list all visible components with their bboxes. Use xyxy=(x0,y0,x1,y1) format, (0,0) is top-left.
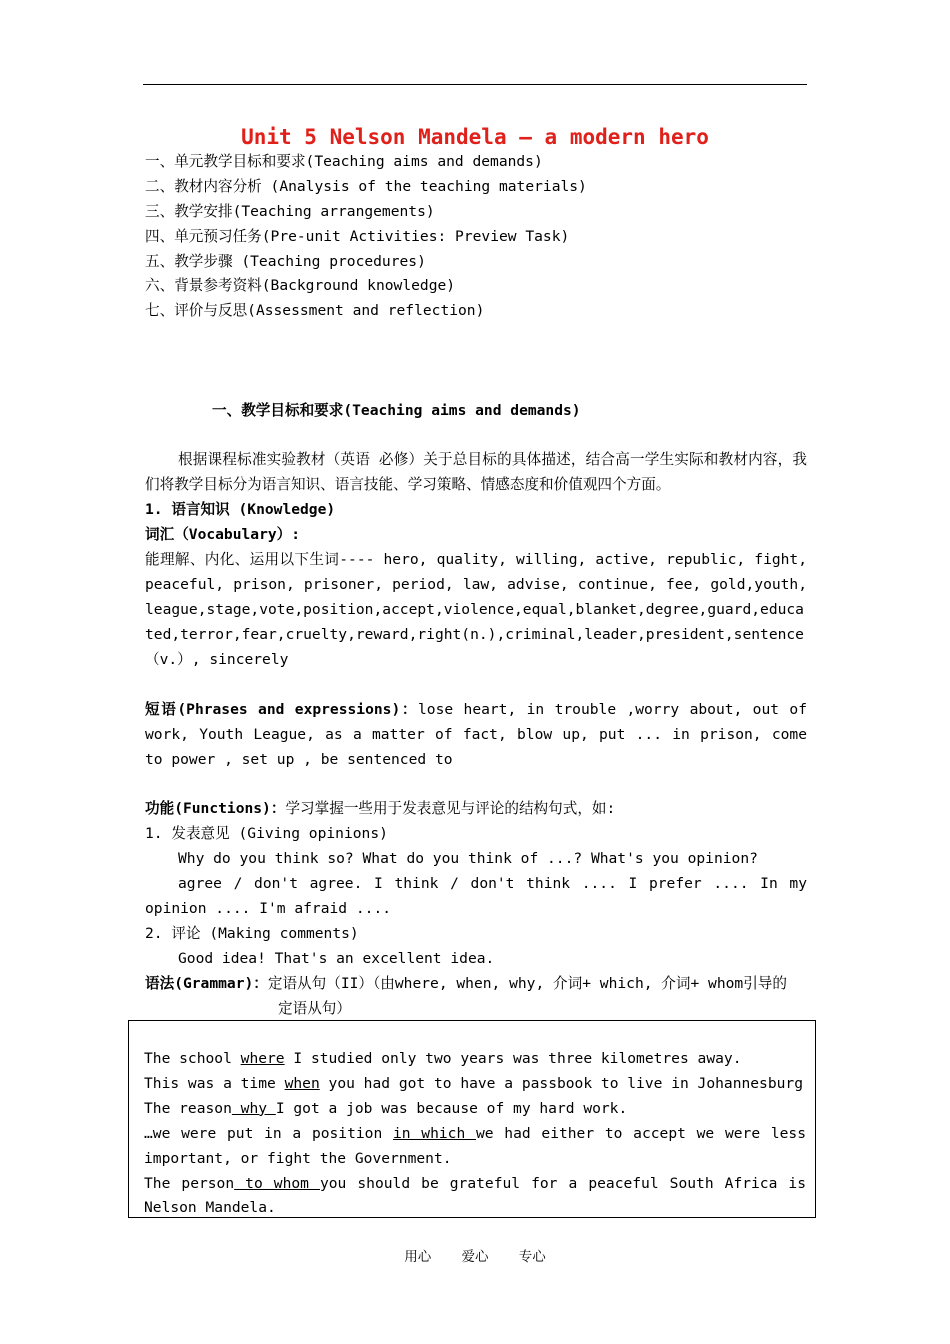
relative-word: where xyxy=(240,1050,285,1067)
relative-word: in which xyxy=(392,1124,476,1142)
toc-item[interactable]: 七、评价与反思(Assessment and reflection) xyxy=(145,302,485,320)
relative-word: when xyxy=(284,1074,320,1092)
example-sentence: The person to whom you should be grateful for a peaceful South Africa is Nelson Mandela. xyxy=(144,1174,806,1217)
functions-line xyxy=(145,797,807,822)
phrases-list: lose heart, in trouble ,worry about, out of work, Youth League, as a matter of fact, blow up, put ... in prison, come to power , set up , be sentenced to xyxy=(145,701,807,768)
function-example: agree / don't agree. I think / don't think .... I prefer .... In my opinion .... I'm afraid .... xyxy=(145,875,807,917)
knowledge-heading: 1. 语言知识 (Knowledge) xyxy=(145,501,336,518)
example-sentences xyxy=(144,1047,806,1221)
header-rule xyxy=(143,84,807,85)
phrases-label: 短语(Phrases and expressions)： xyxy=(145,701,419,718)
toc-item[interactable]: 六、背景参考资料(Background knowledge) xyxy=(145,277,456,295)
relative-word: to whom xyxy=(234,1174,320,1192)
footer-motto: 专心 xyxy=(518,1249,546,1265)
relative-word: why xyxy=(231,1099,276,1117)
example-sentence: …we were put in a position in which we had either to accept we were less important, or fight the Government. xyxy=(144,1124,806,1167)
function-item-heading: 1. 发表意见 (Giving opinions) xyxy=(145,825,388,842)
document-title: Unit 5 Nelson Mandela – a modern hero xyxy=(241,125,709,149)
function-example: Why do you think so? What do you think of ...? What's you opinion? xyxy=(178,850,758,867)
function-example: Good idea! That's an excellent idea. xyxy=(178,950,495,967)
grammar-line xyxy=(145,972,807,997)
example-sentence: The reason why I got a job was because of my hard work. xyxy=(144,1099,628,1117)
vocabulary-label: 词汇（Vocabulary）: xyxy=(145,526,301,543)
phrases-block xyxy=(145,698,807,773)
vocabulary-list: 能理解、内化、运用以下生词---- hero, quality, willing, active, republic, fight, peaceful, prison, prisoner, period, law, advise, continue, fee, gold,youth,league,stage,vote,position,accept,violence,equal,blanket,degree,guard,educated,terror,fear,cruelty,reward,right(n.),criminal,leader,president,sentence（v.）, sincerely xyxy=(145,551,807,668)
table-of-contents xyxy=(145,150,785,324)
functions-label: 功能(Functions)： xyxy=(145,800,286,817)
grammar-text-cont: 定语从句） xyxy=(278,1000,351,1017)
example-sentence: This was a time when you had got to have a passbook to live in Johannesburg xyxy=(144,1074,803,1092)
footer-motto: 用心 xyxy=(404,1249,432,1265)
toc-item[interactable]: 一、单元教学目标和要求(Teaching aims and demands) xyxy=(145,153,543,170)
section-heading: 一、教学目标和要求(Teaching aims and demands) xyxy=(212,402,581,419)
intro-paragraph: 根据课程标准实验教材（英语 必修）关于总目标的具体描述，结合高一学生实际和教材内容，我们将教学目标分为语言知识、语言技能、学习策略、情感态度和价值观四个方面。 xyxy=(145,451,807,493)
function-item-heading: 2. 评论 (Making comments) xyxy=(145,925,359,942)
toc-item[interactable]: 二、教材内容分析 (Analysis of the teaching materials) xyxy=(145,177,587,195)
example-sentence: The school where I studied only two years was three kilometres away. xyxy=(144,1050,742,1067)
toc-item[interactable]: 五、教学步骤 (Teaching procedures) xyxy=(145,252,426,270)
grammar-label: 语法(Grammar)： xyxy=(145,975,268,992)
page-footer xyxy=(0,1247,950,1267)
functions-text: 学习掌握一些用于发表意见与评论的结构句式，如: xyxy=(285,800,616,817)
toc-item[interactable]: 三、教学安排(Teaching arrangements) xyxy=(145,202,435,220)
example-sentences-box xyxy=(128,1020,816,1218)
toc-item[interactable]: 四、单元预习任务(Pre-unit Activities: Preview Task) xyxy=(145,227,570,245)
grammar-text: 定语从句（II）（由where, when, why, 介词+ which, 介词+ whom引导的 xyxy=(267,975,787,992)
footer-motto: 爱心 xyxy=(461,1249,489,1265)
